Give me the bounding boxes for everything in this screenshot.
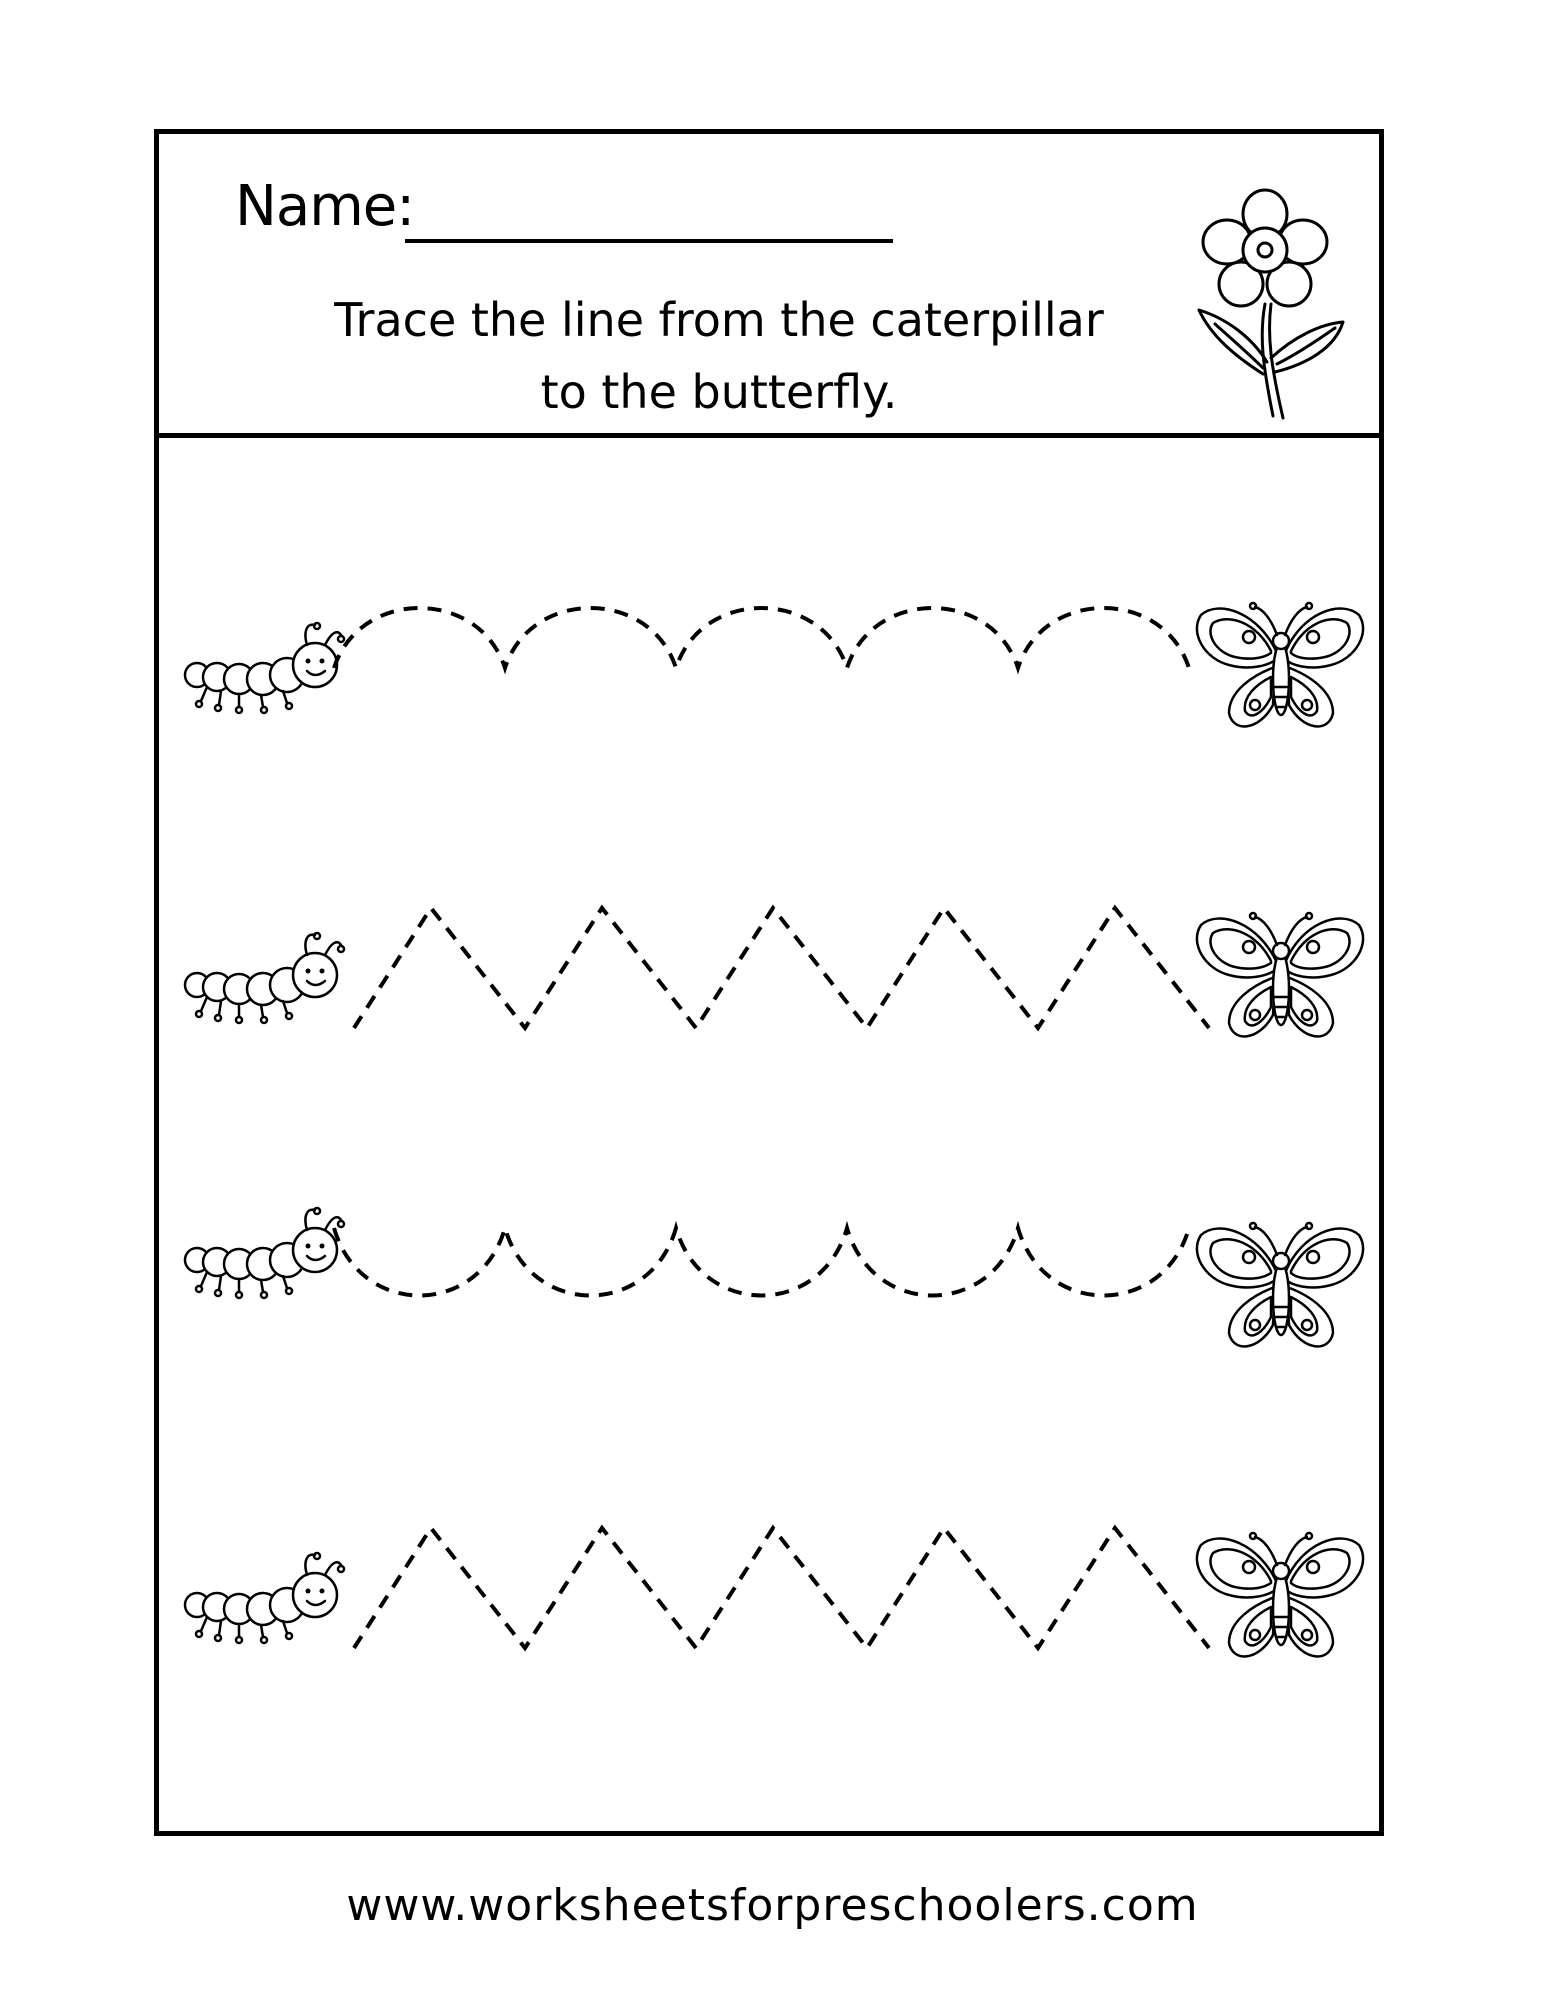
instruction-line-2: to the butterfly. xyxy=(540,365,898,419)
butterfly-icon xyxy=(1189,593,1369,743)
flower-icon xyxy=(1175,186,1355,426)
worksheet-frame xyxy=(154,129,1384,1836)
instruction-text xyxy=(239,284,1199,428)
butterfly-icon xyxy=(1189,1213,1369,1363)
butterfly-icon xyxy=(1189,1523,1369,1673)
trace-path-zigzag[interactable] xyxy=(354,908,1209,1028)
trace-row-1 xyxy=(159,568,1379,768)
footer-website-url: www.worksheetsforpreschoolers.com xyxy=(346,1880,1199,1931)
instruction-line-1: Trace the line from the caterpillar xyxy=(334,293,1104,347)
trace-row-4 xyxy=(159,1498,1379,1698)
trace-path-zigzag[interactable] xyxy=(354,1528,1209,1648)
name-label: Name: xyxy=(235,174,415,239)
trace-row-2 xyxy=(159,878,1379,1078)
trace-row-3 xyxy=(159,1188,1379,1388)
trace-path-waves[interactable] xyxy=(334,1228,1189,1296)
tracing-area xyxy=(159,438,1379,1836)
trace-path-arches[interactable] xyxy=(334,608,1189,668)
butterfly-icon xyxy=(1189,903,1369,1053)
worksheet-header xyxy=(159,134,1379,438)
name-field-line[interactable] xyxy=(405,239,893,243)
